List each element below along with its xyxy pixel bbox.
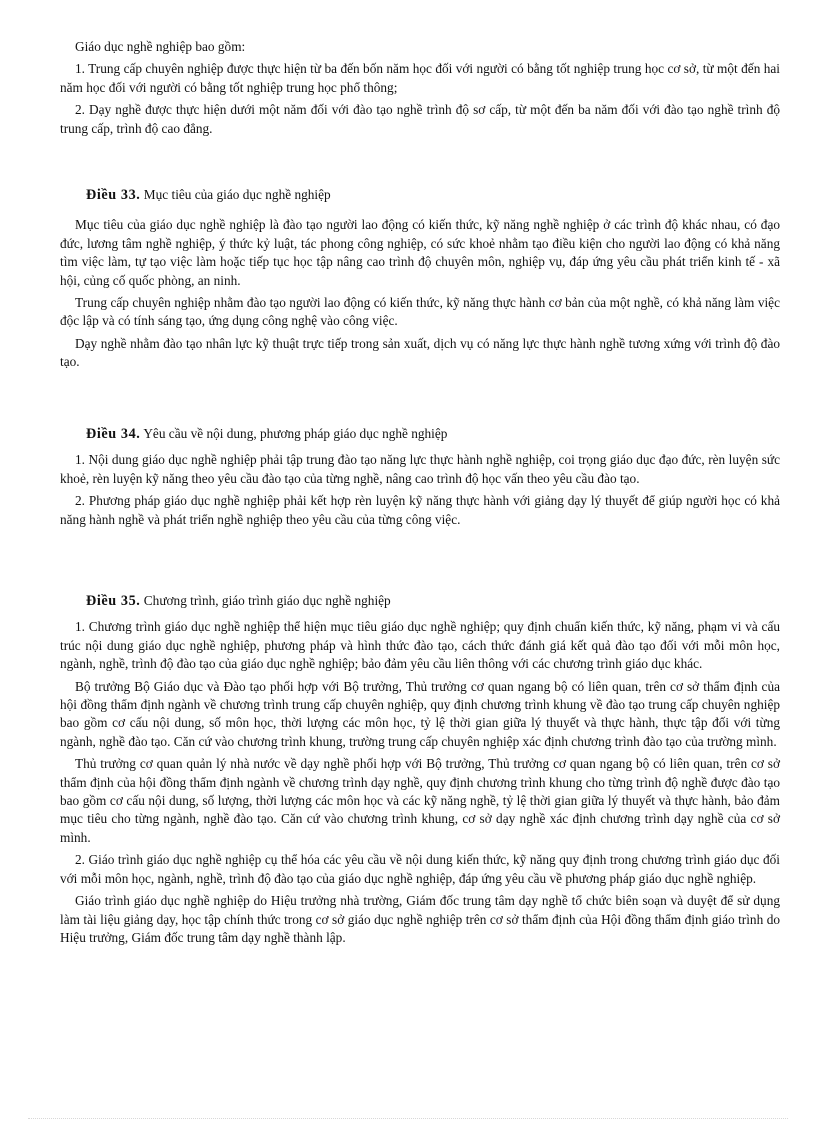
article-number: Điều 34. [86, 426, 141, 442]
article-35 [60, 592, 780, 947]
paragraph: 1. Chương trình giáo dục nghề nghiệp thể hiện mục tiêu giáo dục nghề nghiệp; quy định chuẩn kiến thức, kỹ năng, phạm vi và cấu trúc nội dung giáo dục nghề nghiệp, phương pháp và hình thức đào tạo, cách thức đánh giá kết quả đào tạo đối với mỗi môn học, ngành, nghề, trình độ đào tạo của giáo dục nghề nghiệp; bảo đảm yêu cầu liên thông với các chương trình giáo dục khác. [60, 619, 780, 672]
article-number: Điều 33. [86, 187, 141, 203]
article-title: Chương trình, giáo trình giáo dục nghề nghiệp [143, 593, 391, 608]
article-33 [60, 186, 780, 372]
paragraph: Trung cấp chuyên nghiệp nhằm đào tạo người lao động có kiến thức, kỹ năng thực hành cơ bản của một nghề, có khả năng làm việc độc lập và có tính sáng tạo, ứng dụng công nghệ vào công việc. [60, 295, 780, 329]
article-34 [60, 425, 780, 529]
page-bottom-divider [28, 1118, 788, 1119]
paragraph: 1. Trung cấp chuyên nghiệp được thực hiện từ ba đến bốn năm học đối với người có bằng tốt nghiệp trung học cơ sở, từ một đến hai năm học đối với người có bằng tốt nghiệp trung học phổ thông; [60, 61, 780, 95]
article-number: Điều 35. [86, 593, 141, 609]
paragraph: Mục tiêu của giáo dục nghề nghiệp là đào tạo người lao động có kiến thức, kỹ năng nghề nghiệp ở các trình độ khác nhau, có đạo đức, lương tâm nghề nghiệp, ý thức kỷ luật, tác phong công nghiệp, có sức khoẻ nhằm tạo điều kiện cho người lao động có khả năng tìm việc làm, tự tạo việc làm hoặc tiếp tục học tập nâng cao trình độ chuyên môn, nghiệp vụ, đáp ứng yêu cầu phát triển kinh tế - xã hội, củng cố quốc phòng, an ninh. [60, 217, 780, 288]
paragraph: Dạy nghề nhằm đào tạo nhân lực kỹ thuật trực tiếp trong sản xuất, dịch vụ có năng lực thực hành nghề tương xứng với trình độ đào tạo. [60, 335, 780, 370]
article-title: Mục tiêu của giáo dục nghề nghiệp [143, 187, 331, 202]
paragraph: Giáo trình giáo dục nghề nghiệp do Hiệu trưởng nhà trường, Giám đốc trung tâm dạy nghề tổ chức biên soạn và duyệt để sử dụng làm tài liệu giảng dạy, học tập chính thức trong cơ sở giáo dục nghề nghiệp trên cơ sở thẩm định của Hội đồng thẩm định giáo trình do Hiệu trưởng, Giám đốc trung tâm dạy nghề thành lập. [60, 893, 780, 945]
paragraph: 2. Dạy nghề được thực hiện dưới một năm đối với đào tạo nghề trình độ sơ cấp, từ một đến ba năm đối với đào tạo nghề trình độ trung cấp, trình độ cao đẳng. [60, 102, 780, 136]
article-title: Yêu cầu về nội dung, phương pháp giáo dục nghề nghiệp [143, 426, 448, 441]
paragraph: 2. Phương pháp giáo dục nghề nghiệp phải kết hợp rèn luyện kỹ năng thực hành với giảng dạy lý thuyết để giúp người học có khả năng hành nghề và phát triển nghề nghiệp theo yêu cầu của từng công việc. [60, 493, 780, 527]
paragraph: Bộ trưởng Bộ Giáo dục và Đào tạo phối hợp với Bộ trưởng, Thủ trưởng cơ quan ngang bộ có liên quan, trên cơ sở thẩm định của hội đồng thẩm định ngành về chương trình trung cấp chuyên nghiệp, quy định chương trình khung về đào tạo trung cấp chuyên nghiệp bao gồm cơ cấu nội dung, số môn học, thời lượng các môn học, tỷ lệ thời gian giữa lý thuyết và thực hành, thực tập đối với từng ngành, nghề đào tạo. Căn cứ vào chương trình khung, trường trung cấp chuyên nghiệp xác định chương trình đào tạo của trường mình. [60, 678, 780, 749]
article-heading [60, 425, 780, 443]
paragraph: Thủ trưởng cơ quan quản lý nhà nước về dạy nghề phối hợp với Bộ trưởng, Thủ trưởng cơ quan ngang bộ có liên quan, trên cơ sở thẩm định của hội đồng thẩm định ngành về chương trình dạy nghề, quy định chương trình khung cho từng trình độ nghề được đào tạo bao gồm cơ cấu nội dung, số lượng, thời lượng các môn học và các kỹ năng nghề, tỷ lệ thời gian giữa lý thuyết và thực hành, bảo đảm mục tiêu cho từng ngành, nghề đào tạo. Căn cứ vào chương trình khung, cơ sở dạy nghề xác định chương trình dạy nghề của cơ sở mình. [60, 756, 780, 845]
section-education-levels [60, 38, 780, 138]
article-heading [60, 592, 780, 610]
section-intro: Giáo dục nghề nghiệp bao gồm: [75, 39, 246, 54]
paragraph: 2. Giáo trình giáo dục nghề nghiệp cụ thể hóa các yêu cầu về nội dung kiến thức, kỹ năng quy định trong chương trình giáo dục đối với mỗi môn học, ngành, nghề, trình độ đào tạo của giáo dục nghề nghiệp, đáp ứng yêu cầu về phương pháp giáo dục nghề nghiệp. [60, 852, 780, 886]
paragraph: 1. Nội dung giáo dục nghề nghiệp phải tập trung đào tạo năng lực thực hành nghề nghiệp, coi trọng giáo dục đạo đức, rèn luyện sức khoẻ, rèn luyện kỹ năng theo yêu cầu đào tạo của từng nghề, nâng cao trình độ học vấn theo yêu cầu đào tạo. [60, 452, 780, 486]
article-heading [60, 186, 780, 204]
